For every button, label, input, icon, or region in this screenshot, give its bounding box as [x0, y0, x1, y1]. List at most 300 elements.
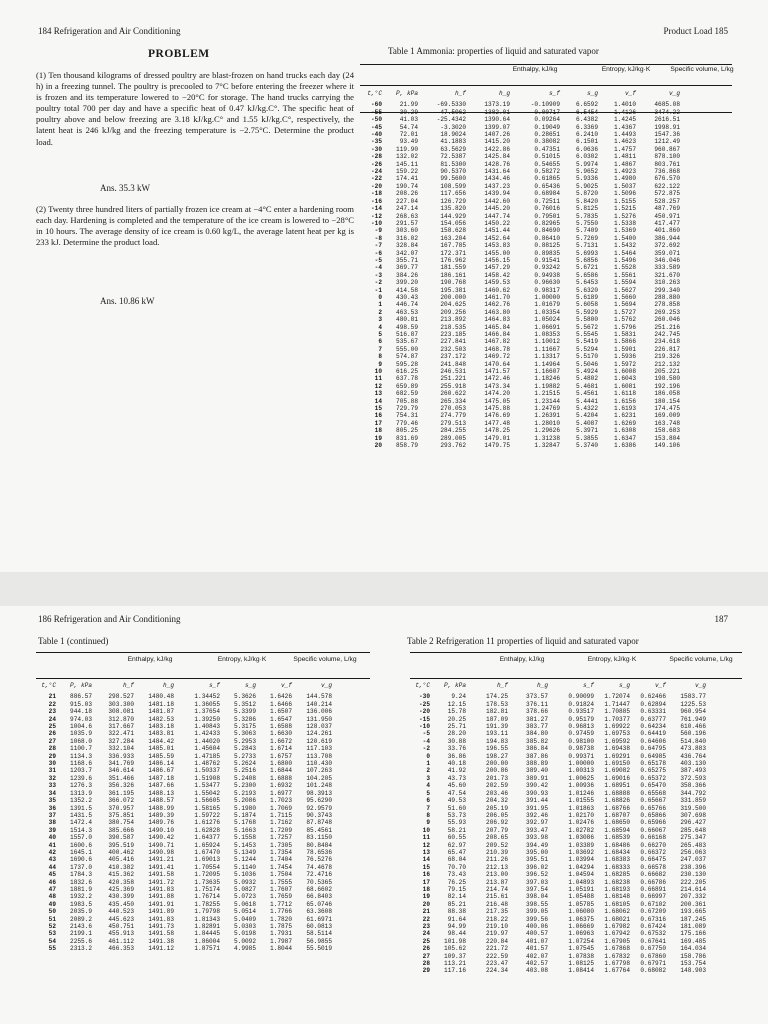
table-cell: 1932.2 — [70, 893, 92, 901]
table-cell: 105.62 — [444, 945, 466, 953]
table-cell: 803.761 — [654, 160, 680, 168]
table-cell: 120.619 — [306, 737, 332, 745]
table-row — [410, 945, 708, 952]
table-cell: 450.971 — [654, 212, 680, 220]
table-row — [410, 930, 708, 937]
table-cell: 1.68594 — [604, 826, 630, 834]
table-row — [410, 745, 708, 752]
table-cell: 269.253 — [654, 308, 680, 316]
table-cell: -3 — [374, 271, 382, 279]
table-cell: 288.880 — [654, 293, 680, 301]
table-cell: 1832.6 — [70, 878, 92, 886]
table-cell: 47 — [48, 885, 56, 893]
table-cell: 6.4382 — [576, 116, 598, 124]
table-cell: 218.22 — [486, 915, 508, 923]
table-cell: 1.5369 — [614, 227, 636, 235]
table-cell: 1.6156 — [614, 397, 636, 405]
table-cell: 1881.9 — [70, 885, 92, 893]
table-cell: 201.73 — [486, 774, 508, 782]
table-cell: 1481.18 — [148, 700, 174, 708]
table-cell: 0.65436 — [534, 182, 560, 190]
table-cell: 5.8420 — [576, 197, 598, 205]
table-cell: 6.1501 — [576, 138, 598, 146]
table-cell: 397.54 — [526, 885, 548, 893]
table-cell: 5.2193 — [234, 789, 256, 797]
ammonia-table-continued — [36, 682, 334, 953]
table-cell: 455.913 — [108, 930, 134, 938]
table-cell: 54 — [48, 937, 56, 945]
table-cell: 223.47 — [486, 960, 508, 968]
table-cell: 402.07 — [526, 952, 548, 960]
table-row — [360, 398, 682, 405]
table-cell: 1466.84 — [484, 331, 510, 338]
table-cell: 247.037 — [680, 856, 706, 864]
table-cell: 196.55 — [486, 745, 508, 753]
table-cell: 5.7409 — [576, 227, 598, 235]
table-cell: 12 — [374, 382, 382, 390]
table-cell: 390.587 — [108, 834, 134, 842]
table-cell: 29 — [422, 967, 430, 975]
table-row — [36, 849, 334, 856]
table1-group-head-entropy: Entropy, kJ/kg·K — [217, 656, 267, 663]
table-cell: 251.221 — [440, 375, 466, 383]
table-cell: 0.62894 — [640, 700, 666, 708]
table-cell: 126.729 — [440, 197, 466, 205]
table-cell: 99.5600 — [440, 175, 466, 183]
column-header: s_g — [619, 682, 630, 689]
table-cell: 1.06669 — [568, 923, 594, 930]
table-cell: 1.78255 — [194, 900, 220, 908]
table-cell: 1.68766 — [604, 804, 630, 812]
table-cell: 36 — [48, 804, 56, 812]
table-cell: 43 — [48, 856, 56, 864]
table-rule-head — [360, 85, 732, 86]
table-cell: 383.77 — [526, 723, 548, 731]
table-cell: 1.34452 — [194, 693, 220, 701]
table-cell: 5.3740 — [576, 442, 598, 450]
table-cell: 5 — [426, 789, 430, 797]
table-cell: 158.628 — [440, 227, 466, 235]
table-cell: 83.1150 — [306, 834, 332, 842]
table-cell: 425.369 — [108, 885, 134, 893]
table-cell: 232.503 — [440, 345, 466, 353]
table-cell: 0.65667 — [640, 797, 666, 805]
table-cell: 1.68148 — [604, 893, 630, 901]
table-cell: 255.918 — [440, 382, 466, 390]
table-cell: 19 — [374, 434, 382, 442]
table-cell: 1.7209 — [270, 826, 292, 834]
table-cell: 27 — [48, 737, 56, 745]
table-cell: 1352.2 — [70, 797, 92, 805]
column-header: t,°C — [367, 90, 382, 97]
table-cell: 1.7875 — [270, 923, 292, 930]
table-cell: 331.859 — [680, 797, 706, 805]
table-cell: 5.6058 — [576, 301, 598, 309]
table-cell: 0.98738 — [568, 745, 594, 753]
table-cell: 369.77 — [396, 264, 418, 272]
table-group-head-entropy: Entropy, kJ/kg·K — [601, 66, 651, 73]
table-cell: 1.08353 — [534, 331, 560, 338]
table-cell: 1225.53 — [680, 700, 706, 708]
table-row — [410, 834, 708, 841]
table-cell: 5.7835 — [576, 212, 598, 220]
page-header-right: 187 — [714, 614, 728, 624]
table-cell: 1.13317 — [534, 353, 560, 361]
table-row — [36, 879, 334, 886]
table-cell: 1.6547 — [270, 715, 292, 723]
column-header: v_g — [695, 682, 706, 689]
table-cell: 1276.3 — [70, 782, 92, 790]
table-cell: 0.67971 — [640, 960, 666, 968]
table-cell: 221.72 — [486, 945, 508, 953]
table-cell: 0.67641 — [640, 937, 666, 945]
table-cell: 1.5901 — [614, 345, 636, 353]
table-cell: -20 — [419, 708, 430, 716]
table-cell: 9.24 — [451, 693, 466, 701]
table-cell: 5.0303 — [234, 923, 256, 930]
table-cell: 5.8720 — [576, 190, 598, 198]
table-row — [410, 901, 708, 908]
table-row — [360, 146, 682, 153]
table-cell: 34 — [48, 789, 56, 797]
table-cell: 1.5096 — [614, 190, 636, 198]
table-cell: 5.9652 — [576, 168, 598, 176]
table-cell: 616.25 — [396, 368, 418, 376]
table-cell: 1491.58 — [148, 871, 174, 879]
table-cell: 15 — [374, 405, 382, 413]
table-cell: 5.9974 — [576, 160, 598, 168]
table-cell: 312.870 — [108, 715, 134, 723]
table-cell: 1.69753 — [604, 730, 630, 738]
table-cell: 0.66997 — [640, 893, 666, 901]
table-cell: 1491.38 — [148, 937, 174, 945]
table-cell: 20 — [374, 442, 382, 450]
table-cell: 1.7404 — [270, 856, 292, 864]
table-cell: 1468.78 — [484, 345, 510, 353]
table-row — [360, 138, 682, 145]
table-cell: 1.7931 — [270, 930, 292, 938]
table-cell: 0.66786 — [640, 878, 666, 886]
table-cell: 198.580 — [654, 375, 680, 383]
table-cell: 1491.89 — [148, 908, 174, 916]
table-cell: 5.0618 — [234, 900, 256, 908]
table-cell: 461.112 — [108, 937, 134, 945]
table-cell: 25 — [422, 937, 430, 945]
table-cell: 192.196 — [654, 382, 680, 390]
table-cell: 0.65372 — [640, 774, 666, 782]
table-cell: 25 — [48, 723, 56, 731]
table-cell: 393.47 — [526, 826, 548, 834]
table-cell: -9 — [374, 227, 382, 235]
table-row — [410, 871, 708, 878]
table-cell: 11 — [374, 375, 382, 383]
table-cell: 0.88125 — [534, 242, 560, 250]
table-cell: 1.7820 — [270, 915, 292, 923]
table-cell: 389.91 — [526, 774, 548, 782]
table-cell: 1737.0 — [70, 863, 92, 871]
table-cell: 1.72074 — [604, 693, 630, 701]
table-cell: 2143.6 — [70, 923, 92, 930]
table-cell: 182.81 — [486, 708, 508, 716]
table-cell: 1004.6 — [70, 723, 92, 731]
table-cell: 1457.29 — [484, 264, 510, 272]
table-cell: 210.39 — [486, 848, 508, 856]
table-cell: 1313.9 — [70, 789, 92, 797]
table-cell: 332.104 — [108, 745, 134, 753]
table-cell: 831.69 — [396, 434, 418, 442]
table-cell: 61.6971 — [306, 915, 332, 923]
table-cell: 136.006 — [306, 708, 332, 716]
table-cell: 187.09 — [486, 715, 508, 723]
table-cell: 366.072 — [108, 797, 134, 805]
table-cell: 1.68285 — [604, 871, 630, 879]
table-cell: 395.51 — [526, 856, 548, 864]
table-cell: 193.665 — [680, 908, 706, 916]
table-cell: 28.20 — [447, 730, 466, 738]
table-cell: 1.51908 — [194, 774, 220, 782]
table-cell: 1.6507 — [270, 708, 292, 716]
table-cell: 5.4441 — [576, 397, 598, 405]
table-cell: 38 — [48, 819, 56, 827]
table-cell: 1.5796 — [614, 323, 636, 331]
table-cell: 5.5672 — [576, 323, 598, 331]
table-row — [360, 331, 682, 338]
table-cell: 400.06 — [526, 923, 548, 930]
table-cell: 1.24769 — [534, 405, 560, 413]
table-cell: 1.36055 — [194, 700, 220, 708]
table-cell: 1.68888 — [604, 789, 630, 797]
table-cell: 0.97459 — [568, 730, 594, 738]
table-cell: 1.03389 — [568, 841, 594, 849]
table-row — [36, 819, 334, 826]
table-cell: 1.26391 — [534, 412, 560, 420]
table-cell: 1.6466 — [270, 700, 292, 708]
table-cell: 5.1349 — [234, 848, 256, 856]
table-cell: 1.64377 — [194, 834, 220, 842]
table-cell: 208.26 — [396, 190, 418, 198]
table-cell: 1.61276 — [194, 819, 220, 827]
table-cell: 48 — [48, 893, 56, 901]
table-cell: 1.04893 — [568, 878, 594, 886]
table-row — [360, 383, 682, 390]
table-cell: 322.471 — [108, 730, 134, 738]
table-cell: 153.804 — [654, 434, 680, 442]
table-cell: 0 — [378, 293, 382, 301]
table2-group-head-entropy: Entropy, kJ/kg·K — [587, 656, 637, 663]
table-cell: 176.962 — [440, 256, 466, 264]
table-cell: 384.26 — [396, 271, 418, 279]
table-cell: 1998.91 — [654, 123, 680, 131]
table-cell: 303.60 — [396, 227, 418, 235]
table-cell: 238.396 — [680, 863, 706, 871]
table-cell: 1.6588 — [270, 723, 292, 731]
table-cell: 1491.12 — [148, 945, 174, 953]
table-row — [36, 730, 334, 737]
table-cell: 5.2953 — [234, 737, 256, 745]
table-row — [360, 309, 682, 316]
table-cell: 19 — [422, 893, 430, 901]
table-cell: 206.05 — [486, 811, 508, 819]
table-cell: 270.053 — [440, 405, 466, 413]
table-cell: 1.5496 — [614, 256, 636, 264]
table-row — [410, 797, 708, 804]
table-cell: -4 — [374, 264, 382, 272]
table-cell: 1439.94 — [484, 190, 510, 198]
table-cell: 1.6932 — [270, 782, 292, 790]
table-row — [360, 250, 682, 257]
table-cell: 22 — [422, 915, 430, 923]
table-cell: -8 — [374, 234, 382, 242]
column-header: s_g — [245, 682, 256, 689]
table-cell: 396.52 — [526, 871, 548, 879]
table-row — [410, 716, 708, 723]
table-cell: 1.03086 — [568, 834, 594, 842]
table-cell: 0.67316 — [640, 915, 666, 923]
table-cell: 1.01863 — [568, 804, 594, 812]
table-cell: 1450.22 — [484, 219, 510, 227]
table-cell: 234.618 — [654, 338, 680, 346]
table-cell: 355.71 — [396, 256, 418, 264]
table-cell: 5.1768 — [234, 819, 256, 827]
table-cell: 514.840 — [680, 737, 706, 745]
table-cell: 303.300 — [108, 700, 134, 708]
table-cell: 174.475 — [654, 405, 680, 413]
table-cell: 1490.42 — [148, 834, 174, 842]
table-cell: 265.483 — [680, 841, 706, 849]
table-cell: 5.2843 — [234, 745, 256, 753]
table-cell: 1472.46 — [484, 375, 510, 383]
table-cell: 31 — [48, 767, 56, 775]
table-cell: 1.6308 — [614, 427, 636, 435]
table-group-head-enthalpy: Enthalpy, kJ/kg — [512, 66, 558, 73]
table-cell: 0.66372 — [640, 848, 666, 856]
table-row — [410, 856, 708, 863]
table-cell: 1.7305 — [270, 841, 292, 849]
problem-2-text: (2) Twenty three hundred liters of partially frozen ice cream at −4°C enter a hardening room each day. Hardening is completed and the temperature of the ice cream is lowered to −28°C in 10 hours. The average density of ice cream is 0.60 kg/L, the average latent heat per kg is 233 kJ. Determine the product load. — [36, 204, 354, 248]
table-cell: 51 — [48, 915, 56, 923]
table-cell: 41.03 — [399, 116, 418, 124]
table-cell: 1452.64 — [484, 234, 510, 242]
table-cell: 95.6290 — [306, 797, 332, 805]
table-cell: 1.6193 — [614, 405, 636, 413]
table-cell: 72.4716 — [306, 871, 332, 879]
table-cell: 55.93 — [447, 819, 466, 827]
table-cell: 401.57 — [526, 945, 548, 953]
table-cell: 41.92 — [447, 767, 466, 775]
table-cell: 68.04 — [447, 856, 466, 864]
table-cell: 181.089 — [680, 923, 706, 930]
table-cell: 1.69013 — [194, 856, 220, 864]
table-cell: 1.67905 — [604, 937, 630, 945]
table-caption: Table 1 Ammonia: properties of liquid and saturated vapor — [388, 46, 599, 56]
table-cell: 1.5972 — [614, 360, 636, 368]
table-cell: 204.32 — [486, 797, 508, 805]
table-cell: 22 — [48, 700, 56, 708]
table-cell: 26 — [48, 730, 56, 738]
table-cell: 5.4802 — [576, 375, 598, 383]
table-cell: 1.62828 — [194, 826, 220, 834]
table-cell: 3 — [426, 774, 430, 782]
table-cell: 1.5276 — [614, 212, 636, 220]
table-cell: 1.69291 — [604, 752, 630, 760]
table-cell: 63.3608 — [306, 908, 332, 916]
column-header: P, kPa — [444, 682, 466, 689]
table1-caption: Table 1 (continued) — [38, 636, 109, 646]
table-cell: 346.046 — [654, 256, 680, 264]
table-cell: 498.59 — [396, 323, 418, 331]
table-cell: 5.3512 — [234, 700, 256, 708]
table-row — [360, 257, 682, 264]
table-cell: -28 — [371, 153, 382, 161]
table-cell: 1476.69 — [484, 412, 510, 420]
table-cell: 1.28010 — [534, 419, 560, 427]
table-cell: 194.83 — [486, 737, 508, 745]
table-cell: 1.68486 — [604, 841, 630, 849]
table-cell: 49 — [48, 900, 56, 908]
table-cell: 124.261 — [306, 730, 332, 738]
table-cell: 1.7257 — [270, 834, 292, 842]
table-cell: 1.5727 — [614, 308, 636, 316]
table-cell: -30 — [371, 145, 382, 153]
table-row — [410, 886, 708, 893]
table-cell: -16 — [371, 197, 382, 205]
table-cell: 1.82891 — [194, 923, 220, 930]
table-cell: 5.7131 — [576, 242, 598, 250]
table-row — [360, 198, 682, 205]
table-cell: 76.5276 — [306, 856, 332, 864]
table-cell: 28 — [422, 960, 430, 968]
table-cell: 473.883 — [680, 745, 706, 753]
table-cell: 1483.18 — [148, 723, 174, 731]
table-cell: 1456.15 — [484, 256, 510, 264]
table-cell: 0.66578 — [640, 863, 666, 871]
table-cell: 1.05785 — [568, 900, 594, 908]
table-cell: 4 — [426, 782, 430, 790]
table-cell: 144.929 — [440, 212, 466, 220]
table-cell: 5.0198 — [234, 930, 256, 938]
table-row — [410, 708, 708, 715]
table-cell: 11 — [422, 834, 430, 842]
table-cell: 1442.60 — [484, 197, 510, 205]
table-cell: 463.53 — [396, 308, 418, 316]
table-cell: 186.161 — [440, 271, 466, 279]
table-cell: 5.6189 — [576, 293, 598, 301]
table-cell: 60.0813 — [306, 923, 332, 930]
table-row — [360, 287, 682, 294]
table-cell: 1431.64 — [484, 168, 510, 176]
table-cell: 247.14 — [396, 205, 418, 213]
table-cell: 1472.4 — [70, 819, 92, 827]
table-cell: 381.27 — [526, 715, 548, 723]
table-cell: 1491.91 — [148, 900, 174, 908]
table-cell: 1.21515 — [534, 390, 560, 398]
page-gap — [0, 572, 768, 606]
table-cell: 1.69922 — [604, 723, 630, 731]
table-cell: 1.7987 — [270, 937, 292, 945]
table-cell: 5.1874 — [234, 811, 256, 819]
table-rule-top — [360, 64, 732, 65]
table-cell: 1.68021 — [604, 915, 630, 923]
table-cell: 212.132 — [654, 360, 680, 368]
column-header: h_f — [497, 682, 508, 689]
table-cell: 1479.75 — [484, 442, 510, 450]
table-row — [360, 427, 682, 434]
table1-group-head-enthalpy: Enthalpy, kJ/kg — [127, 656, 173, 663]
table-cell: 205.221 — [654, 368, 680, 376]
table-cell: 466.353 — [108, 945, 134, 953]
table-cell: 1.53477 — [194, 782, 220, 790]
table-cell: 1.87571 — [194, 945, 220, 953]
